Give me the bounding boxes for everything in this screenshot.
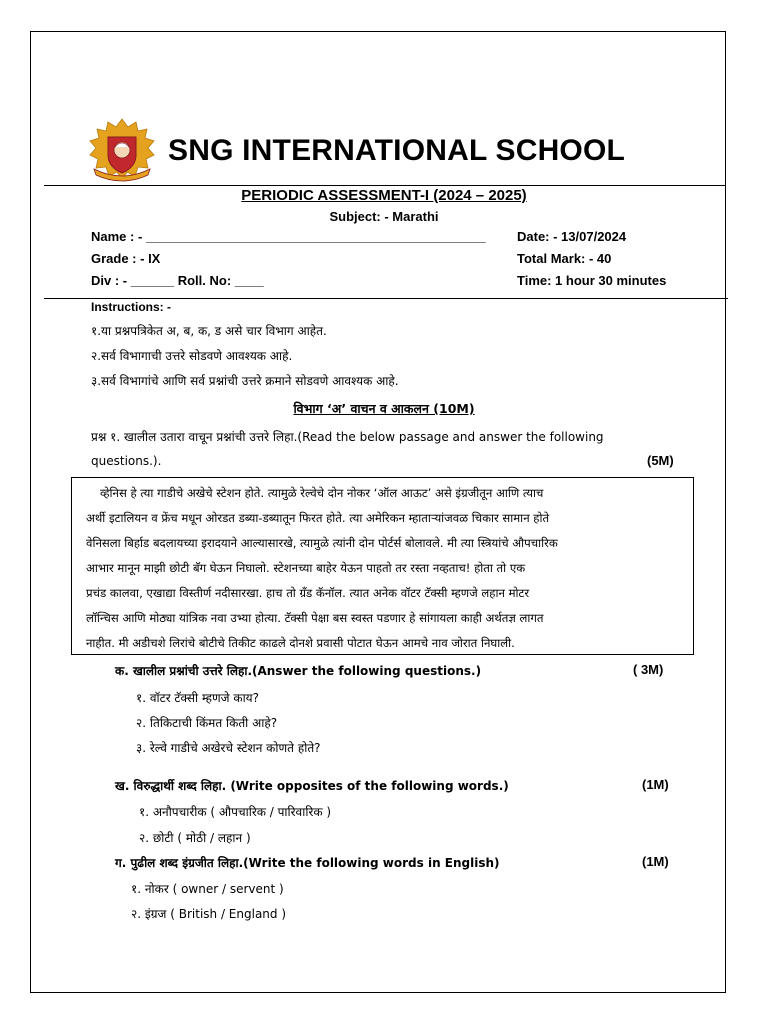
subquestion-item: १. अनौपचारीक ( औपचारिक / पारिवारिक )	[139, 805, 332, 819]
subquestion-item: ३. रेल्वे गाडीचे अखेरचे स्टेशन कोणते होते?	[136, 741, 321, 755]
subquestion-item: १. नोकर ( owner / servent )	[131, 882, 284, 896]
grade-field: Grade : - IX	[91, 251, 161, 266]
instruction-item: २.सर्व विभागाची उत्तरे सोडवणे आवश्यक आहे.	[91, 349, 293, 363]
passage-line: आभार मानून माझी छोटी बॅग घेऊन निघालो. स्टेशनच्या बाहेर येऊन पाहतो तर रस्ता नव्हताच! होता तो एक	[86, 561, 526, 575]
passage-line: व्हेनिस हे त्या गाडीचे अखेचे स्टेशन होते. त्यामुळे रेल्वेचे दोन नोकर ‘ऑल आऊट’ असे इंग्रजीतून आणि त्याच	[100, 486, 544, 500]
subquestion-c-marks: (1M)	[642, 854, 669, 869]
student-name-field: Name : - _______________________________________________	[91, 229, 486, 244]
instruction-item: ३.सर्व विभागांचे आणि सर्व प्रश्नांची उत्तरे क्रमाने सोडवणे आवश्यक आहे.	[91, 374, 399, 388]
subquestion-b-marks: (1M)	[642, 777, 669, 792]
subquestion-a-marks: ( 3M)	[633, 662, 664, 677]
subquestion-c-prompt: ग. पुढील शब्द इंग्रजीत लिहा.(Write the following words in English)	[115, 856, 500, 870]
subject-line: Subject: - Marathi	[329, 209, 439, 224]
info-divider	[44, 298, 728, 299]
subquestion-item: २. तिकिटाची किंमत किती आहे?	[136, 716, 278, 730]
subquestion-b-prompt: ख. विरुद्धार्थी शब्द लिहा. (Write opposites of the following words.)	[115, 779, 509, 793]
school-logo	[88, 117, 156, 185]
section-a-heading: विभाग ‘अ’ वाचन व आकलन (10M)	[293, 401, 475, 416]
subquestion-item: २. इंग्रज ( British / England )	[131, 907, 287, 921]
subquestion-item: १. वॉटर टॅक्सी म्हणजे काय?	[136, 691, 260, 705]
passage-line: लॉन्चिस आणि मोठ्या यांत्रिक नवा उभ्या होत्या. टॅक्सी पेक्षा बस स्वस्त पडणार हे सांगायला काही अर्थतज्ञ लागत	[86, 611, 544, 625]
instructions-label: Instructions: -	[91, 300, 171, 314]
passage-line: नाहीत. मी अडीचशे लिरांचे बोटीचे तिकीट काढले दोनशे प्रवासी पोटात घेऊन आमचे नाव जोरात निघाली.	[86, 636, 515, 650]
passage-line: प्रचंड कालवा, एखाद्या विस्तीर्ण नदीसारखा. हाच तो ग्रँड कॅनॉल. त्यात अनेक वॉटर टॅक्सी म्हणजे लहान मोटर	[86, 586, 530, 600]
time-field: Time: 1 hour 30 minutes	[517, 273, 667, 288]
question-1-line-2: questions.).	[91, 454, 162, 468]
subquestion-a-prompt: क. खालील प्रश्नांची उत्तरे लिहा.(Answer the following questions.)	[115, 664, 482, 678]
total-mark-field: Total Mark: - 40	[517, 251, 612, 266]
passage-line: अर्थी इटालियन व फ्रेंच मधून ओरडत डब्या-डब्यातून फिरत होते. त्या अमेरिकन म्हाताऱ्यांजवळ चिकार सामान होते	[86, 511, 550, 525]
header-divider	[44, 185, 726, 186]
instruction-item: १.या प्रश्नपत्रिकेत अ, ब, क, ड असे चार विभाग आहेत.	[91, 324, 327, 338]
question-1-line-1: प्रश्न १. खालील उतारा वाचून प्रश्नांची उत्तरे लिहा.(Read the below passage and answer the following	[91, 430, 604, 444]
question-1-marks: (5M)	[647, 453, 674, 468]
div-roll-field: Div : - ______ Roll. No: ____	[91, 273, 264, 288]
passage-line: वेनिसला बिर्हाड बदलायच्या इरादयाने आल्यासारखे, त्यामुळे त्यांनी दोन पोर्टर्स बोलावले. मी त्या स्त्रियांचे औपचारिक	[86, 536, 558, 550]
assessment-title: PERIODIC ASSESSMENT-I (2024 – 2025)	[241, 187, 527, 204]
school-name: SNG INTERNATIONAL SCHOOL	[168, 134, 626, 167]
date-field: Date: - 13/07/2024	[517, 229, 627, 244]
subquestion-item: २. छोटी ( मोठी / लहान )	[139, 831, 251, 845]
